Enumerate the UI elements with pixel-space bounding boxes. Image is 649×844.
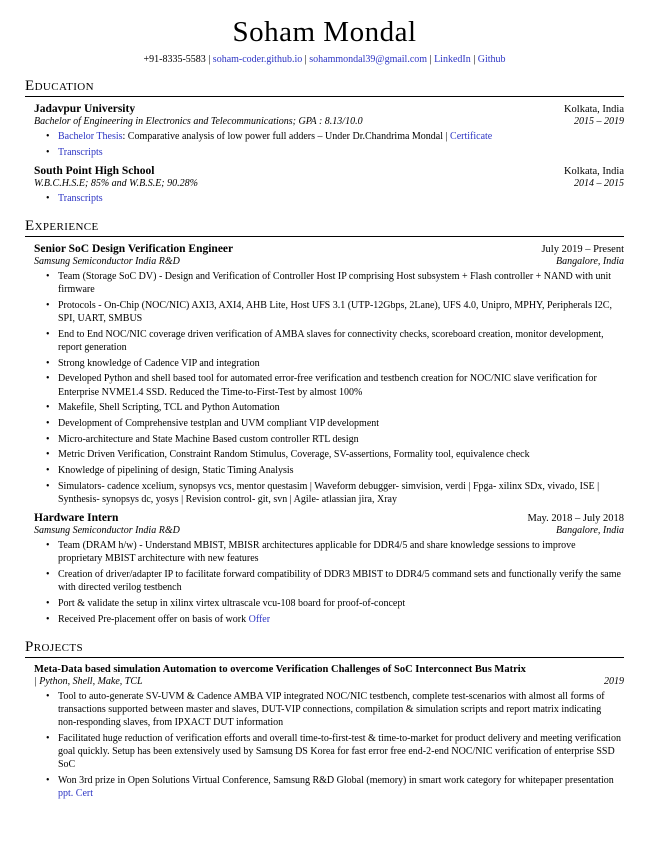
bullet-text: Facilitated huge reduction of verification efforts and overall time-to-first-test & time-to-market for product delivery and meeting verification goal quickly. Setup has been extensively used by Samsung DS Korea for fast error free end-2-end NOC/NIC verification of enterprise SSD SoC [58, 732, 621, 771]
bullet-text: Tool to auto-generate SV-UVM & Cadence AMBA VIP integrated NOC/NIC testbench, complete test-scenarios with almost all forms of transactions supported between master and slaves, DUT-VIP connections, compilation & simulation scripts and report matrix indicating non-responding slaves, from IPXACT DUT information [58, 690, 605, 729]
inline-link[interactable]: ppt. [58, 788, 74, 799]
entry-sub-row [34, 676, 624, 687]
education-section-title: Education [25, 78, 94, 94]
bullet-item [58, 146, 624, 159]
entry-subtitle: Bachelor of Engineering in Electronics and Telecommunications; GPA : 8.13/10.0 [34, 116, 363, 127]
entry-sub-row [34, 256, 624, 267]
bullet-text: End to End NOC/NIC coverage driven verification of AMBA slaves for connectivity checks, scoreboard creation, monitor development, report generation [58, 328, 604, 353]
bullet-item [58, 774, 624, 800]
bullet-item [58, 732, 624, 772]
bullet-item [58, 299, 624, 325]
bullet-item [58, 270, 624, 296]
entry-subtitle: Samsung Semiconductor India R&D [34, 256, 180, 268]
bullet-list [34, 270, 624, 506]
bullet-item [58, 192, 624, 205]
bullet-text: : Comparative analysis of low power full adders – Under Dr.Chandrima Mondal | [122, 131, 451, 142]
bullet-item [58, 568, 624, 594]
bullet-text: Simulators- cadence xcelium, synopsys vcs, mentor questasim | Waveform debugger- simvision, verdi | Fpga- xilinx SDx, vivado, ISE | Synthesis- synopsys dc, yosys | Revision control- git, svn | Agile- atlassian jira, Xray [58, 480, 600, 505]
inline-link[interactable]: Certificate [450, 131, 493, 142]
entry-heading-right: Kolkata, India [563, 165, 624, 177]
bullet-item [58, 539, 624, 565]
projects-section-title: Projects [25, 638, 83, 655]
bullet-text: Knowledge of pipelining of design, Static Timing Analysis [58, 465, 294, 476]
education-section-header [25, 77, 624, 97]
bullet-item [58, 433, 624, 446]
bullet-list [34, 192, 624, 205]
bullet-text: Developed Python and shell based tool for automated error-free verification and testbench creation for NOC/NIC slave verification for Enterprise NVME1.4 SSD. Reduced the Time-to-First-Test by almost 100% [58, 373, 597, 398]
bullet-item [58, 613, 624, 626]
contact-separator: | [427, 54, 435, 65]
bullet-text: Protocols - On-Chip (NOC/NIC) AXI3, AXI4, AHB Lite, Host UFS 3.1 (UTP-12Gbps, 2Lane), UFS 4.0, Unipro, MPHY, Peripherals I2C, SPI, UART, SMBUS [58, 299, 612, 325]
resume-entry [34, 165, 624, 205]
inline-link[interactable]: Transcripts [58, 192, 103, 204]
entry-subtitle: W.B.C.H.S.E; 85% and W.B.S.E; 90.28% [34, 177, 198, 189]
bullet-text: Won 3rd prize in Open Solutions Virtual Conference, Samsung R&D Global (memory) in smart work category for whitepaper presentation [58, 774, 614, 786]
bullet-item [58, 417, 624, 430]
resume-header [25, 16, 624, 65]
bullet-text: Strong knowledge of Cadence VIP and integration [58, 357, 260, 369]
section-projects [25, 638, 624, 801]
bullet-list [34, 130, 624, 159]
bullet-item [58, 448, 624, 461]
entry-sub-right: Bangalore, India [556, 256, 624, 268]
entry-heading-right: Kolkata, India [563, 104, 624, 115]
contact-link[interactable]: LinkedIn [434, 54, 471, 65]
experience-entries [25, 243, 624, 626]
bullet-item [58, 328, 624, 354]
entry-subtitle: | Python, Shell, Make, TCL [34, 675, 143, 687]
bullet-text: Team (Storage SoC DV) - Design and Verification of Controller Host IP comprising Host subsystem + Flash controller + NAND with unit firmware [58, 271, 612, 296]
entry-heading-row [34, 512, 624, 524]
bullet-item [58, 372, 624, 398]
bullet-text: Micro-architecture and State Machine Based custom controller RTL design [58, 433, 359, 445]
inline-link[interactable]: Offer [248, 613, 271, 625]
contact-separator: | [470, 54, 478, 65]
entry-title: Jadavpur University [34, 103, 136, 115]
bullet-item [58, 357, 624, 370]
section-experience [25, 217, 624, 626]
entry-heading-right: May. 2018 – July 2018 [527, 513, 624, 525]
entry-heading-row [34, 165, 624, 177]
bullet-item [58, 480, 624, 506]
entry-sub-row [34, 116, 624, 127]
contact-link[interactable]: soham-coder.github.io [212, 54, 303, 65]
bullet-text: Received Pre-placement offer on basis of work [58, 613, 249, 625]
bullet-item [58, 401, 624, 414]
entry-title: Meta-Data based simulation Automation to overcome Verification Challenges of SoC Interconnect Bus Matrix [34, 663, 526, 675]
projects-section-header [25, 638, 624, 658]
bullet-item [58, 130, 624, 143]
entry-title: Hardware Intern [34, 512, 119, 525]
bullet-text: Port & validate the setup in xilinx virtex ultrascale vcu-108 board for proof-of-concept [58, 597, 406, 609]
resume-entry [34, 103, 624, 159]
experience-section-header [25, 217, 624, 237]
entry-heading-row [34, 664, 624, 675]
bullet-text: Makefile, Shell Scripting, TCL and Python Automation [58, 402, 280, 414]
bullet-item [58, 597, 624, 610]
contact-link[interactable]: Github [477, 54, 506, 65]
contact-link[interactable]: sohammondal39@gmail.com [309, 54, 428, 65]
resume-entry [34, 243, 624, 506]
entry-sub-right: 2015 – 2019 [574, 116, 624, 127]
entry-heading-row [34, 243, 624, 255]
inline-link[interactable]: Cert [75, 788, 93, 799]
experience-section-title: Experience [25, 218, 99, 235]
bullet-list [34, 539, 624, 626]
entry-sub-right: 2019 [604, 675, 624, 687]
education-entries [25, 103, 624, 205]
entry-subtitle: Samsung Semiconductor India R&D [34, 525, 180, 537]
bullet-text: Development of Comprehensive testplan and UVM compliant VIP development [58, 417, 380, 429]
bullet-text: Metric Driven Verification, Constraint Random Stimulus, Coverage, SV-assertions, Formality tool, equivalence check [58, 449, 530, 461]
resume-entry [34, 664, 624, 801]
entry-sub-row [34, 525, 624, 536]
inline-link[interactable]: Bachelor Thesis [58, 131, 123, 142]
resume-entry [34, 512, 624, 626]
entry-sub-row [34, 178, 624, 189]
contact-line [25, 54, 624, 65]
entry-title: Senior SoC Design Verification Engineer [34, 243, 234, 256]
entry-sub-right: Bangalore, India [556, 525, 624, 537]
bullet-item [58, 464, 624, 477]
bullet-item [58, 690, 624, 730]
bullet-text: Team (DRAM h/w) - Understand MBIST, MBISR architectures applicable for DDR4/5 and share knowledge sessions to improve proprietary MBIST architecture with new features [58, 540, 576, 565]
contact-separator: | [302, 54, 310, 65]
contact-separator: | [205, 54, 213, 65]
person-name: Soham Mondal [232, 16, 417, 48]
bullet-list [34, 690, 624, 801]
entry-heading-right: July 2019 – Present [541, 244, 624, 256]
projects-entries [25, 664, 624, 801]
bullet-text: Creation of driver/adapter IP to facilitate forward compatibility of DDR3 MBIST to DDR4/5 command sets and functionally verify the same with directed verilog testbench [58, 568, 621, 594]
entry-heading-row [34, 103, 624, 115]
section-education [25, 77, 624, 205]
contact-phone: +91-8335-5583 [143, 54, 206, 65]
entry-title: South Point High School [34, 164, 155, 177]
inline-link[interactable]: Transcripts [58, 146, 103, 158]
entry-sub-right: 2014 – 2015 [574, 177, 624, 189]
